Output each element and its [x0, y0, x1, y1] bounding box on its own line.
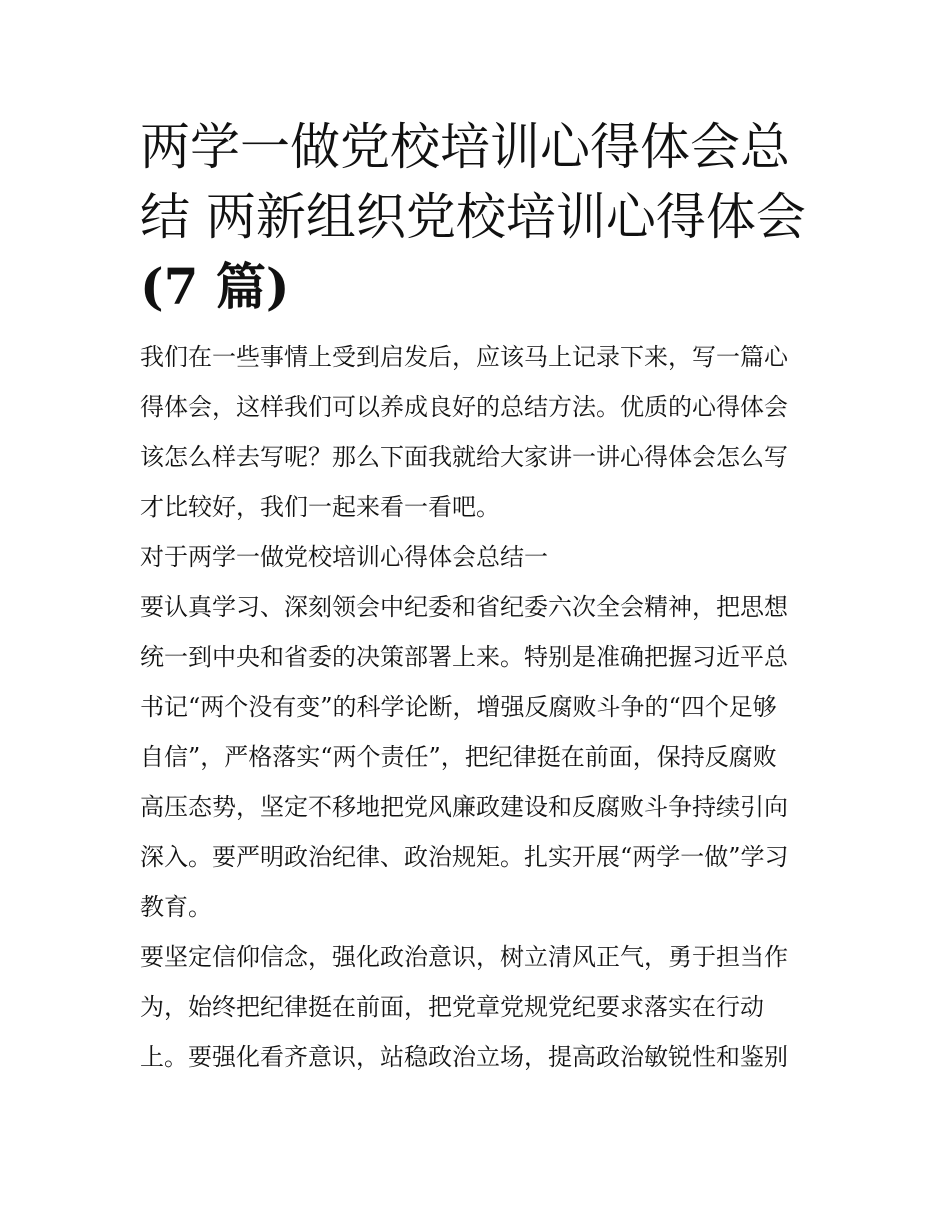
- title-line-1: 两学一做党校培训心得体会总: [140, 118, 790, 176]
- text-line: 该怎么样去写呢？那么下面我就给大家讲一讲心得体会怎么写: [140, 443, 788, 471]
- text-line: 统一到中央和省委的决策部署上来。特别是准确把握习近平总: [140, 643, 788, 671]
- text-line: 要坚定信仰信念，强化政治意识，树立清风正气，勇于担当作: [140, 943, 788, 971]
- text-line: 才比较好，我们一起来看一看吧。: [140, 493, 500, 521]
- intro-paragraph: [140, 332, 810, 532]
- body-paragraph-2: [140, 932, 810, 1082]
- text-line: 要认真学习、深刻领会中纪委和省纪委六次全会精神，把思想: [140, 593, 788, 621]
- text-line: 自信”，严格落实“两个责任”，把纪律挺在前面，保持反腐败: [140, 743, 777, 771]
- text-line: 得体会，这样我们可以养成良好的总结方法。优质的心得体会: [140, 393, 788, 421]
- text-line: 高压态势，坚定不移地把党风廉政建设和反腐败斗争持续引向: [140, 793, 788, 821]
- text-line: 上。要强化看齐意识，站稳政治立场，提高政治敏锐性和鉴别: [140, 1043, 788, 1071]
- text-line: 深入。要严明政治纪律、政治规矩。扎实开展“两学一做”学习: [140, 843, 789, 871]
- body-paragraph-1: [140, 582, 810, 932]
- document-body: [140, 332, 810, 1082]
- title-line-3: (7 篇): [140, 257, 290, 316]
- text-line: 书记“两个没有变”的科学论断，增强反腐败斗争的“四个足够: [140, 693, 777, 721]
- text-line: 教育。: [140, 893, 212, 921]
- section-heading: [140, 532, 810, 582]
- text-line: 为，始终把纪律挺在前面，把党章党规党纪要求落实在行动: [140, 993, 764, 1021]
- title-line-2: 结 两新组织党校培训心得体会: [140, 188, 806, 246]
- text-line: 我们在一些事情上受到启发后，应该马上记录下来，写一篇心: [140, 343, 788, 371]
- document-title: [140, 112, 810, 322]
- text-line: 对于两学一做党校培训心得体会总结一: [140, 543, 548, 571]
